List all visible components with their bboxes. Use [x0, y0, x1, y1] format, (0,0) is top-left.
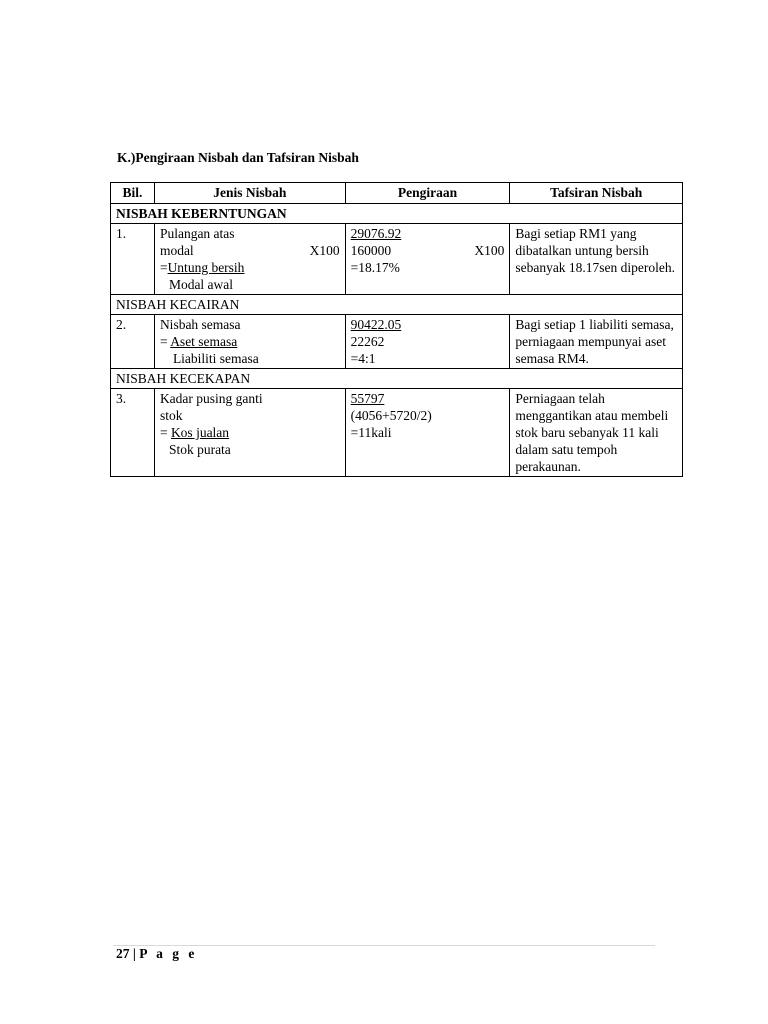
group-row-kecairan	[111, 295, 683, 315]
header-jenis-nisbah: Jenis Nisbah	[154, 183, 345, 204]
pengiraan-cell	[345, 389, 510, 477]
calc-denominator: 160000	[350, 243, 392, 258]
jenis-line: Kadar pusing ganti	[159, 391, 263, 406]
group-row-keberntungan	[111, 204, 683, 224]
group-label: NISBAH KECEKAPAN	[111, 369, 683, 389]
calc-denominator: 22262	[350, 334, 385, 349]
ratio-table	[110, 182, 683, 477]
equals-sign: =	[159, 260, 168, 275]
formula-denominator: Stok purata	[168, 442, 231, 457]
multiplier-text: X100	[309, 243, 340, 258]
jenis-line: Pulangan atas	[159, 226, 235, 241]
jenis-line: Nisbah semasa	[159, 317, 241, 332]
formula-numerator: Aset semasa	[170, 334, 238, 349]
group-row-kecekapan	[111, 369, 683, 389]
page-number: 27	[116, 946, 130, 961]
formula-denominator: Liabiliti semasa	[172, 351, 259, 366]
jenis-line	[160, 242, 340, 259]
section-title: K.)Pengiraan Nisbah dan Tafsiran Nisbah	[117, 150, 359, 165]
jenis-text: modal	[159, 243, 194, 258]
formula-denominator: Modal awal	[168, 277, 234, 292]
formula-numerator: Untung bersih	[167, 260, 245, 275]
jenis-nisbah-cell	[154, 389, 345, 477]
calc-denominator: (4056+5720/2)	[350, 408, 432, 423]
header-tafsiran-nisbah: Tafsiran Nisbah	[510, 183, 683, 204]
table-header-row	[111, 183, 683, 204]
table-row	[111, 224, 683, 295]
header-bil: Bil.	[111, 183, 155, 204]
jenis-line	[160, 333, 340, 350]
calc-denominator-line	[351, 242, 505, 259]
equals-sign: =	[159, 334, 171, 349]
tafsiran-cell: Bagi setiap RM1 yang dibatalkan untung bersih sebanyak 18.17sen diperoleh.	[510, 224, 683, 295]
calc-numerator: 55797	[350, 391, 385, 406]
pengiraan-cell	[345, 224, 510, 295]
group-label: NISBAH KEBERNTUNGAN	[111, 204, 683, 224]
calc-multiplier: X100	[474, 243, 505, 258]
calc-result: =18.17%	[350, 260, 400, 275]
equals-sign: =	[159, 425, 171, 440]
jenis-line: stok	[159, 408, 183, 423]
jenis-nisbah-cell	[154, 315, 345, 369]
tafsiran-cell: Bagi setiap 1 liabiliti semasa, perniagaan mempunyai aset semasa RM4.	[510, 315, 683, 369]
table-row	[111, 389, 683, 477]
calc-result: =11kali	[350, 425, 392, 440]
group-label: NISBAH KECAIRAN	[111, 295, 683, 315]
row-number: 3.	[111, 389, 155, 477]
jenis-line	[160, 259, 340, 276]
pengiraan-cell	[345, 315, 510, 369]
calc-numerator-line	[351, 390, 505, 407]
footer-separator: |	[132, 946, 136, 961]
table-row	[111, 315, 683, 369]
formula-numerator: Kos jualan	[170, 425, 230, 440]
tafsiran-cell: Perniagaan telah menggantikan atau membeli stok baru sebanyak 11 kali dalam satu tempoh perakaunan.	[510, 389, 683, 477]
calc-numerator-line	[351, 225, 505, 242]
calc-result: =4:1	[350, 351, 376, 366]
row-number: 1.	[111, 224, 155, 295]
calc-numerator: 90422.05	[350, 317, 402, 332]
jenis-line	[160, 424, 340, 441]
page-label: P a g e	[139, 946, 198, 961]
jenis-nisbah-cell	[154, 224, 345, 295]
calc-numerator-line	[351, 316, 505, 333]
page-footer	[116, 946, 197, 962]
row-number: 2.	[111, 315, 155, 369]
calc-numerator: 29076.92	[350, 226, 402, 241]
header-pengiraan: Pengiraan	[345, 183, 510, 204]
